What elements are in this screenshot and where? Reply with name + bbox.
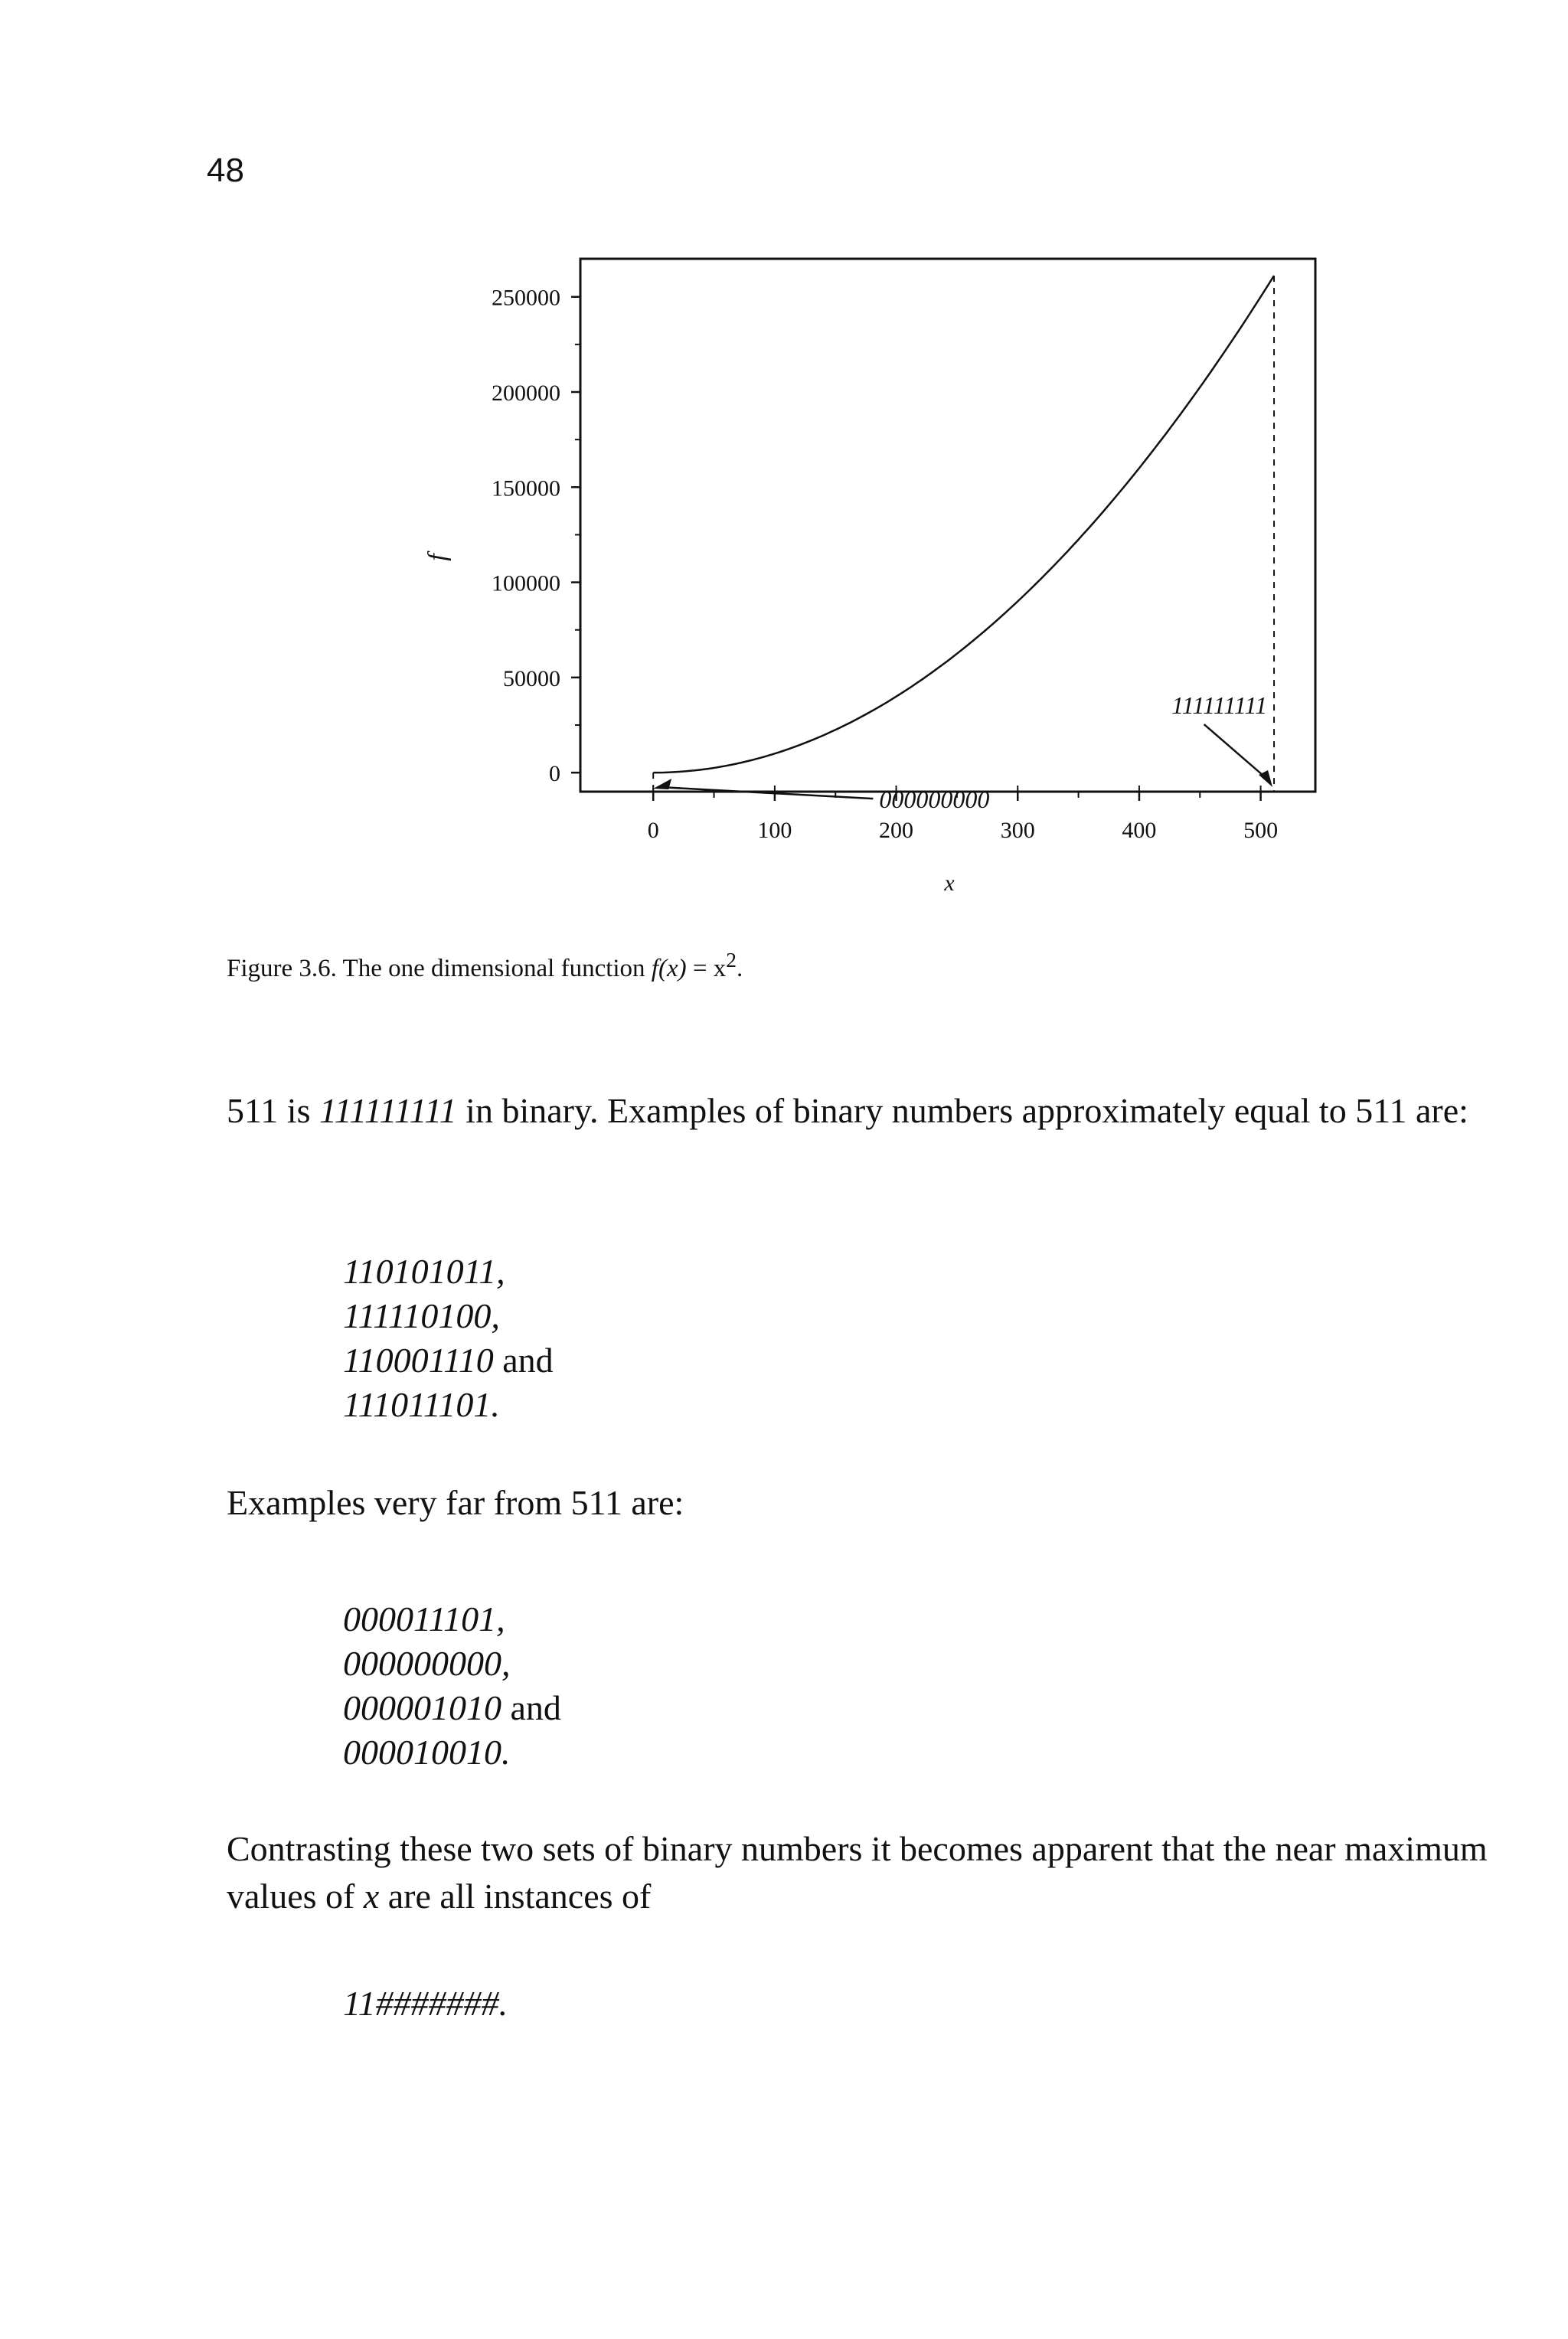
binary-value: 111011101. <box>343 1385 500 1424</box>
paragraph-3 <box>227 1825 1528 1920</box>
y-tick-label: 100000 <box>492 570 560 596</box>
list-suffix: and <box>501 1688 561 1727</box>
y-axis-label: f <box>423 554 452 561</box>
x-tick-label: 400 <box>1122 818 1157 843</box>
list-item <box>343 1642 561 1686</box>
annotation-min-arrowhead <box>653 779 671 789</box>
list-item <box>343 1250 554 1294</box>
annotation-max-arrow <box>1204 724 1269 781</box>
list-item <box>343 1597 561 1642</box>
caption-end: . <box>736 955 743 982</box>
schema: 11#######. <box>343 1984 508 2023</box>
x-tick-label: 200 <box>879 818 914 843</box>
paragraph-3-end: are all instances of <box>379 1877 652 1916</box>
binary-value: 000011101, <box>343 1599 505 1638</box>
list-item <box>343 1383 554 1427</box>
paragraph-1-rest: in binary. Examples of binary numbers approximately equal to 511 are: <box>456 1091 1468 1130</box>
y-tick-label: 50000 <box>503 665 560 691</box>
paragraph-1 <box>227 1087 1528 1135</box>
paragraph-3-start: Contrasting these two sets of binary numbers it becomes apparent that the near maximum values of <box>227 1829 1488 1916</box>
figure-caption <box>227 948 743 983</box>
list-suffix: and <box>493 1341 554 1380</box>
annotation-min-arrow <box>659 787 873 799</box>
list-item <box>343 1294 554 1338</box>
y-tick-label: 0 <box>549 761 560 787</box>
list-item <box>343 1338 554 1383</box>
binary-value: 000010010. <box>343 1733 511 1772</box>
list-item <box>343 1686 561 1730</box>
binary-value: 000001010 <box>343 1688 501 1727</box>
x-axis-label: x <box>944 871 955 896</box>
caption-fx: f(x) <box>651 955 687 982</box>
page-number: 48 <box>207 152 244 189</box>
x-tick-label: 500 <box>1243 818 1279 843</box>
paragraph-2: Examples very far from 511 are: <box>227 1483 684 1522</box>
x-tick-label: 100 <box>757 818 792 843</box>
y-tick-label: 250000 <box>492 285 560 311</box>
caption-sup: 2 <box>726 948 737 972</box>
paragraph-1-start: 511 is <box>227 1091 319 1130</box>
annotation-min-label: 000000000 <box>879 786 990 814</box>
list-item <box>343 1730 561 1775</box>
x-tick-label: 300 <box>1000 818 1035 843</box>
y-tick-label: 150000 <box>492 475 560 501</box>
binary-value: 111110100, <box>343 1296 500 1335</box>
far-list <box>343 1597 561 1775</box>
binary-value: 000000000, <box>343 1644 511 1683</box>
binary-value: 110001110 <box>343 1341 494 1380</box>
caption-eq: = x <box>686 955 727 982</box>
variable-x: x <box>363 1877 380 1916</box>
near-list <box>343 1250 554 1427</box>
x-tick-label: 0 <box>647 818 659 843</box>
binary-511: 111111111 <box>318 1091 457 1130</box>
y-tick-label: 200000 <box>492 381 560 406</box>
schema-line <box>343 1981 508 2026</box>
annotation-max-label: 111111111 <box>1171 691 1268 720</box>
binary-value: 110101011, <box>343 1252 505 1291</box>
caption-prefix: Figure 3.6. The one dimensional function <box>227 955 652 982</box>
chart-figure <box>0 0 1568 919</box>
